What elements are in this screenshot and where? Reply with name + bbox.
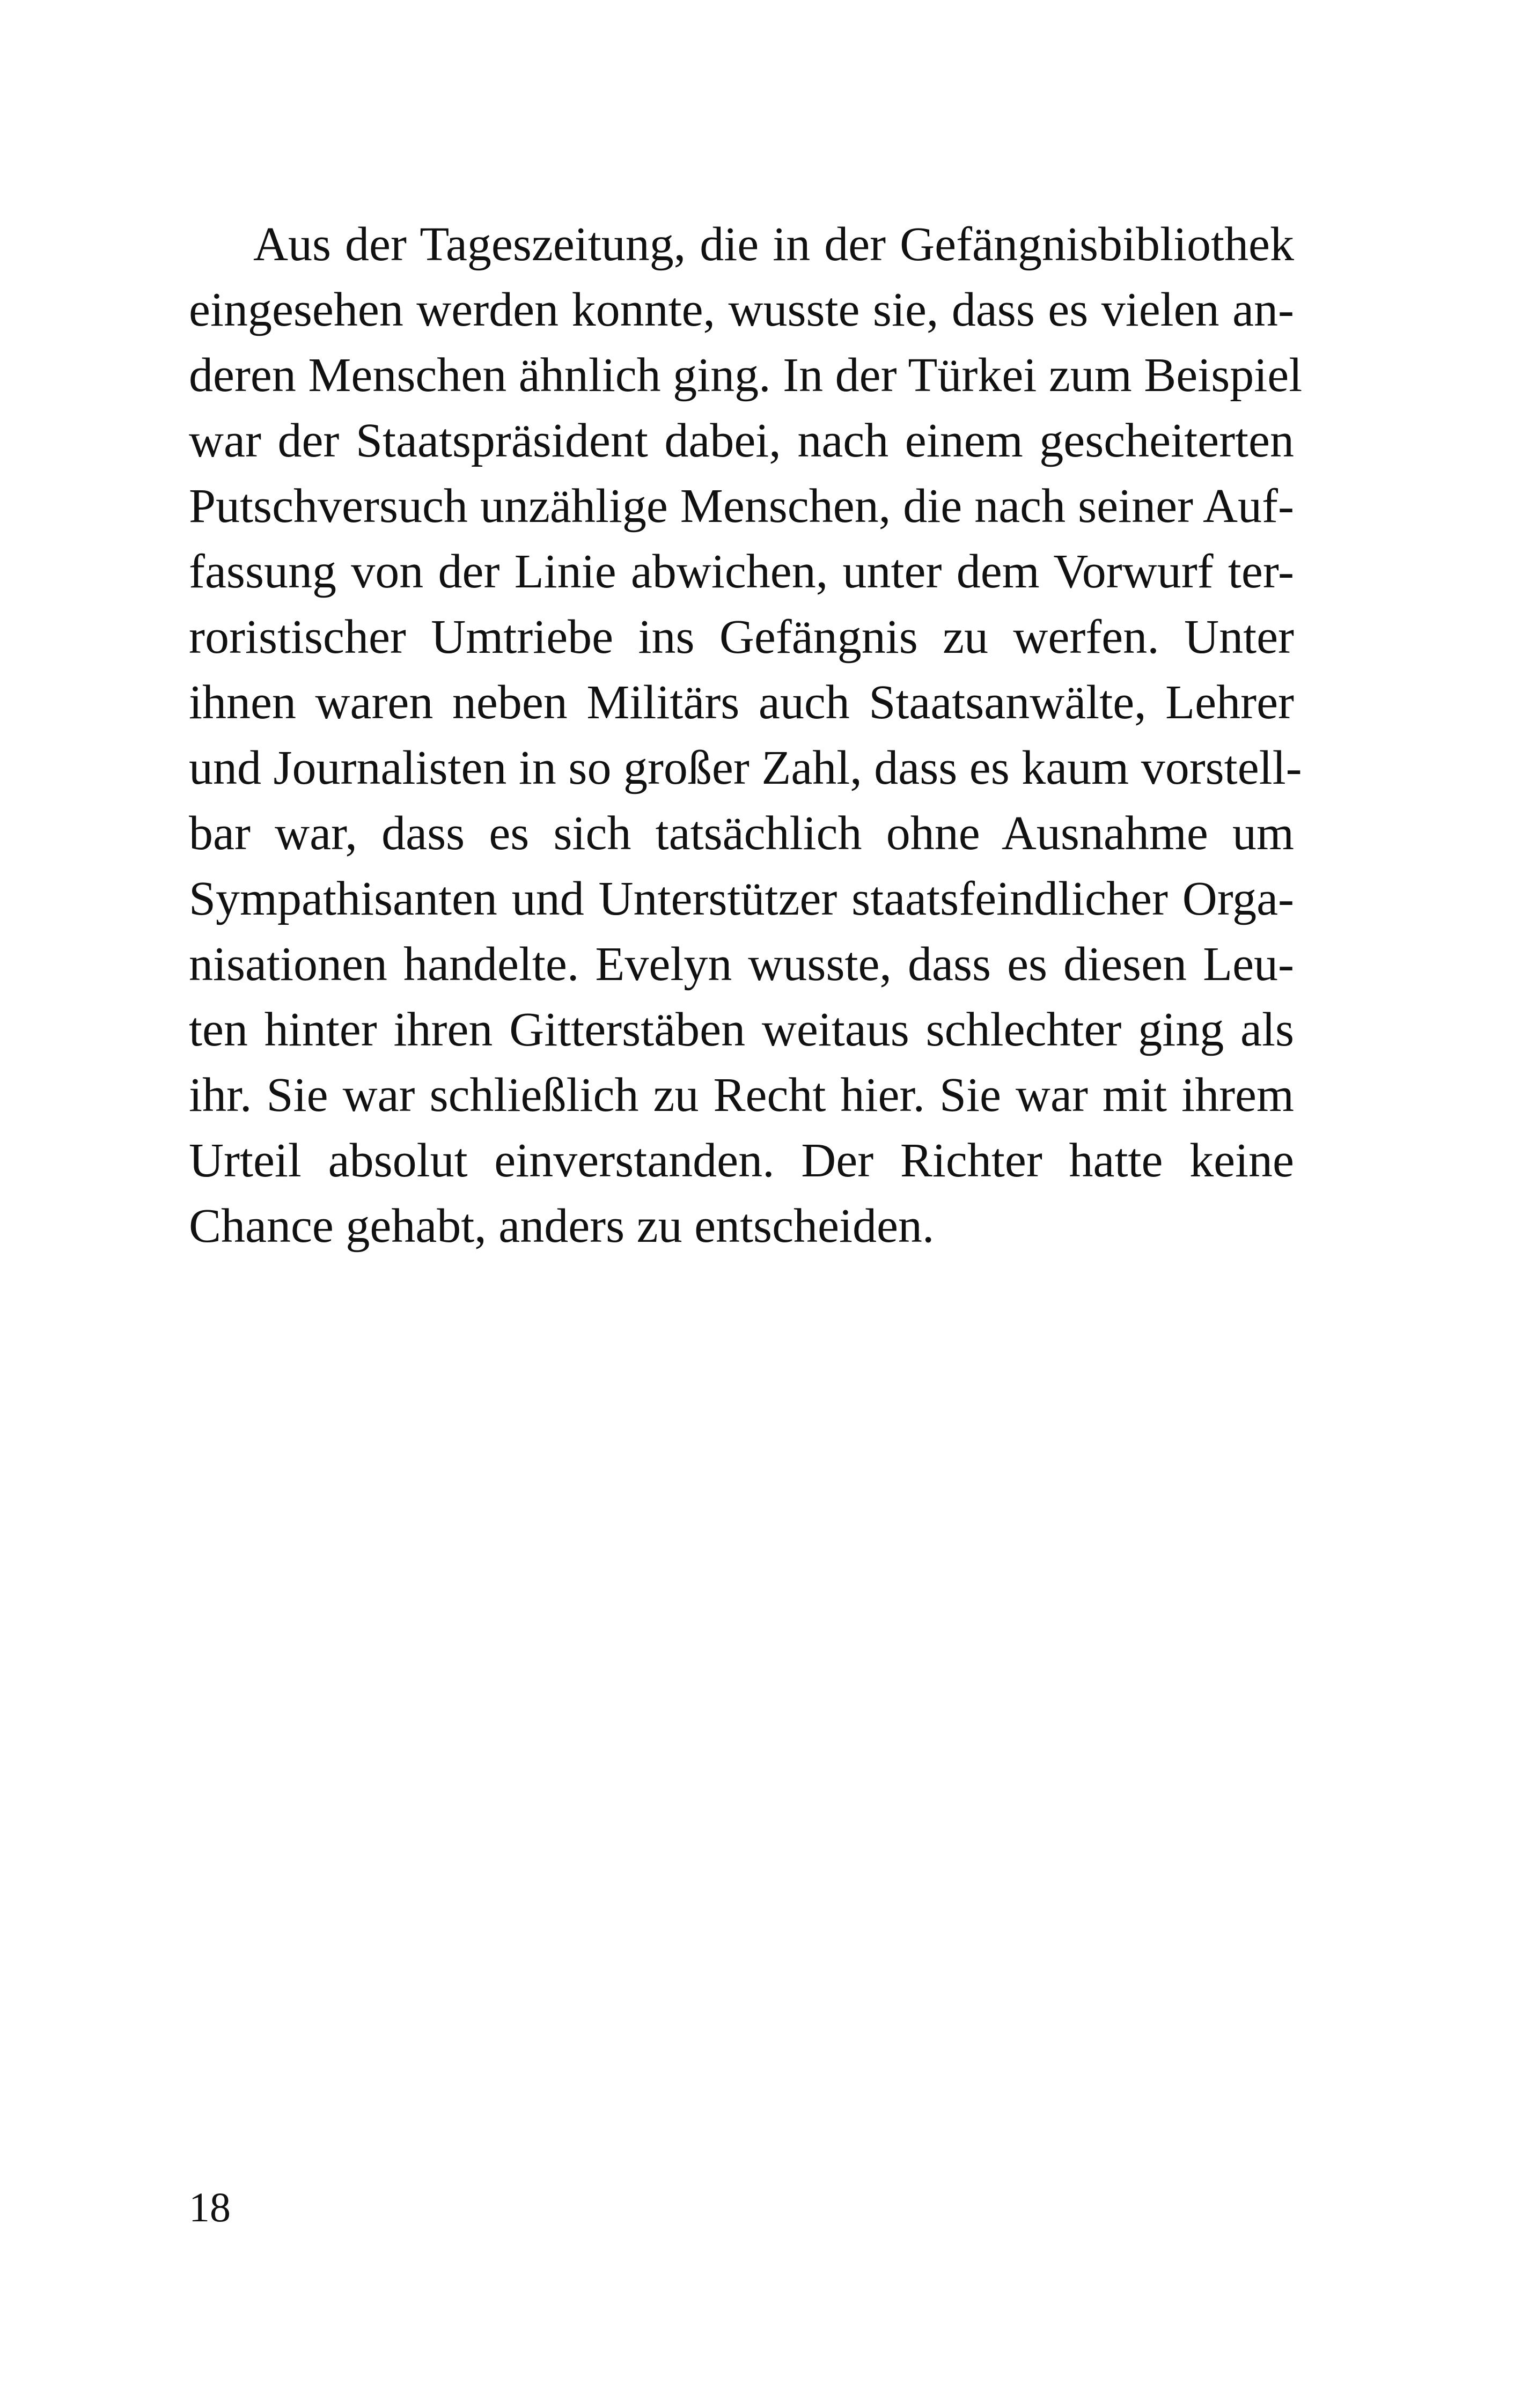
paragraph-line: Sympathisanten und Unterstützer staatsfeindlicher Orga- [189,872,1294,925]
paragraph-line: und Journalisten in so großer Zahl, dass es kaum vorstell- [189,741,1302,794]
paragraph-line: Putschversuch unzählige Menschen, die nach seiner Auf- [189,480,1294,533]
paragraph-line: Aus der Tageszeitung, die in der Gefängnisbibliothek [253,218,1294,271]
paragraph-line: ten hinter ihren Gitterstäben weitaus schlechter ging als [189,1003,1294,1056]
paragraph-line: war der Staatspräsident dabei, nach einem gescheiterten [189,414,1294,467]
paragraph-line: ihr. Sie war schließlich zu Recht hier. Sie war mit ihrem [189,1069,1294,1122]
paragraph-line: deren Menschen ähnlich ging. In der Türkei zum Beispiel [189,349,1303,402]
page-number: 18 [189,2184,231,2230]
paragraph-line: roristischer Umtriebe ins Gefängnis zu werfen. Unter [189,610,1294,664]
body-paragraph [189,212,1303,1259]
paragraph-line: Urteil absolut einverstanden. Der Richter hatte keine [189,1134,1294,1187]
paragraph-line: Chance gehabt, anders zu entscheiden. [189,1199,935,1253]
paragraph-line: nisationen handelte. Evelyn wusste, dass es diesen Leu- [189,938,1294,991]
paragraph-line: ihnen waren neben Militärs auch Staatsanwälte, Lehrer [189,676,1294,729]
paragraph-line: bar war, dass es sich tatsächlich ohne Ausnahme um [189,807,1294,860]
paragraph-line: eingesehen werden konnte, wusste sie, dass es vielen an- [189,283,1294,336]
paragraph-line: fassung von der Linie abwichen, unter dem Vorwurf ter- [189,545,1294,598]
